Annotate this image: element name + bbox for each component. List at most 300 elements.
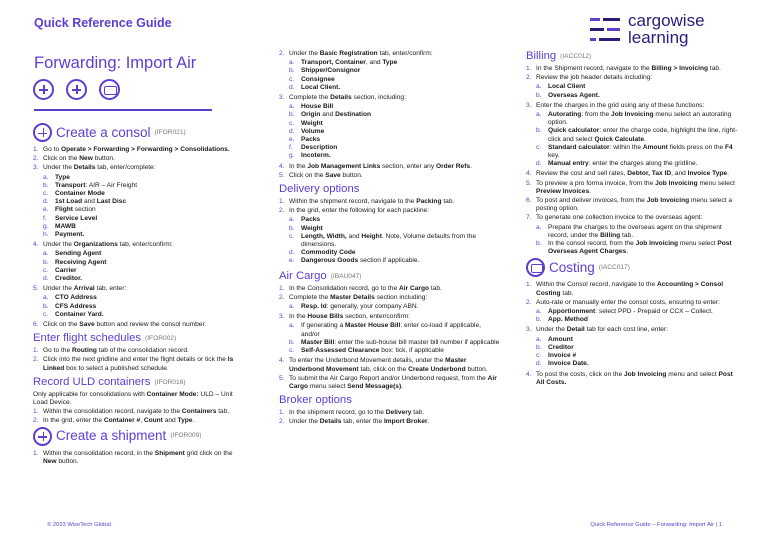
text-run: ,: [140, 417, 144, 425]
sub-text: [548, 92, 738, 100]
sub-item: [289, 144, 501, 152]
sub-letter: a.: [536, 308, 542, 316]
sub-text: [548, 83, 738, 91]
text-run: menu select an autorating option.: [548, 111, 732, 127]
sub-item: [289, 303, 501, 311]
sub-list: [536, 308, 738, 324]
text-run: Complete the: [289, 293, 331, 301]
sub-letter: d.: [289, 249, 295, 257]
step-text: [43, 164, 247, 240]
sub-letter: d.: [289, 83, 295, 91]
text-run: section: [72, 206, 96, 214]
cash-register-icon: [526, 258, 545, 277]
step-text: [43, 408, 247, 416]
text-run: .: [644, 135, 646, 143]
sub-item: [536, 352, 738, 360]
sub-letter: b.: [289, 111, 295, 119]
text-run: Local Client.: [301, 83, 341, 91]
step-item: [526, 281, 738, 297]
sub-item: [43, 294, 247, 302]
step-text: [289, 50, 501, 93]
steps-list: [279, 198, 501, 267]
sub-letter: b.: [536, 127, 542, 135]
section-create-consol: [33, 123, 247, 329]
text-run: F4: [725, 143, 733, 151]
text-run: Packing: [416, 198, 442, 206]
sub-item: [536, 336, 738, 344]
sub-letter: c.: [536, 352, 542, 360]
sub-text: [55, 303, 247, 311]
step-text: [43, 417, 247, 425]
sub-text: [301, 59, 501, 67]
step-text: [289, 294, 501, 312]
text-run: Go to the: [43, 347, 72, 355]
sub-letter: c.: [43, 190, 49, 198]
text-run: To post and deliver invoices, from the: [536, 197, 647, 205]
section-title: Costing: [549, 259, 595, 275]
guide-label: Quick Reference Guide: [34, 16, 172, 30]
sub-item: [536, 144, 738, 160]
sub-letter: g.: [43, 222, 49, 230]
sub-letter: a.: [536, 83, 542, 91]
add-circle-icon: [33, 123, 52, 142]
sub-text: [548, 316, 738, 324]
text-run: MAWB: [55, 222, 76, 230]
section-code: (IBAU047): [330, 272, 362, 280]
add-circle-icon: [66, 79, 87, 100]
section-title: Delivery options: [279, 183, 360, 196]
sub-letter: d.: [43, 198, 49, 206]
step-item: [33, 408, 247, 416]
title-divider: [34, 109, 212, 111]
text-run: Volume: [301, 127, 325, 135]
text-run: House Bills: [307, 313, 344, 321]
text-run: Is Linked: [43, 356, 234, 372]
text-run: Import Broker: [383, 418, 428, 426]
sub-text: [548, 360, 738, 368]
step-number: 4.: [526, 370, 532, 378]
text-run: Transport, Container: [301, 59, 366, 67]
text-run: Container #: [103, 417, 141, 425]
section-air-cargo: [279, 270, 501, 391]
sub-letter: b.: [43, 258, 49, 266]
text-run: 1st Load: [55, 198, 83, 206]
text-run: Creditor: [548, 343, 574, 351]
sub-item: [289, 59, 501, 67]
sub-text: [301, 111, 501, 119]
text-run: tab, enter/confirm:: [117, 241, 173, 249]
step-item: [33, 347, 247, 355]
text-run: section, enter/confirm:: [343, 313, 410, 321]
sub-list: [536, 224, 738, 257]
sub-item: [43, 174, 247, 182]
step-text: [289, 163, 501, 171]
step-text: [289, 198, 501, 206]
text-run: New: [43, 457, 57, 465]
text-run: To enter the Underbond Movement details, under the: [289, 357, 446, 365]
text-run: Click on the: [43, 155, 80, 163]
step-text: [43, 146, 247, 154]
text-run: and: [346, 232, 362, 240]
sub-text: [301, 136, 501, 144]
sub-letter: h.: [43, 231, 49, 239]
text-run: Organizations: [73, 241, 118, 249]
text-run: tab.: [620, 231, 634, 239]
step-number: 2.: [33, 356, 39, 364]
sub-item: [43, 267, 247, 275]
sub-text: [55, 174, 247, 182]
step-item: [279, 285, 501, 293]
sub-list: [289, 322, 501, 355]
text-run: section if applicable.: [358, 257, 420, 265]
text-run: Review the job header details including:: [536, 74, 653, 82]
sub-letter: b.: [536, 316, 542, 324]
sub-letter: c.: [536, 143, 542, 151]
step-item: [33, 417, 247, 425]
sub-item: [536, 92, 738, 100]
text-run: Go to: [43, 146, 61, 153]
step-item: [526, 197, 738, 213]
step-number: 1.: [279, 409, 285, 417]
text-run: Under the: [289, 50, 320, 57]
steps-list: [526, 281, 738, 386]
sub-letter: a.: [536, 223, 542, 231]
text-run: Billing: [600, 231, 621, 239]
text-run: Order Refs: [435, 162, 471, 170]
sub-letter: f.: [289, 144, 293, 152]
sub-item: [536, 308, 738, 316]
steps-list: [526, 65, 738, 257]
sub-text: [548, 127, 738, 143]
sub-text: [55, 275, 247, 283]
sub-letter: a.: [43, 173, 49, 181]
sub-item: [289, 257, 501, 265]
sub-list: [536, 83, 738, 99]
title-icon-row: [33, 79, 120, 101]
section-title: Record ULD containers: [33, 375, 151, 388]
step-item: [279, 50, 501, 93]
step-number: 1.: [33, 347, 39, 355]
text-run: button.: [92, 155, 115, 163]
sub-letter: c.: [43, 266, 49, 274]
text-run: Routing: [71, 347, 97, 355]
text-run: Weight: [301, 119, 323, 127]
text-run: Post All Costs.: [536, 370, 733, 386]
text-run: Weight: [301, 224, 323, 232]
text-run: In the: [289, 162, 308, 170]
text-run: key.: [548, 152, 560, 160]
sub-text: [548, 224, 738, 240]
sub-list: [43, 250, 247, 283]
step-text: [536, 326, 738, 369]
sub-text: [55, 190, 247, 198]
sub-item: [289, 111, 501, 119]
text-run: Type: [177, 417, 193, 425]
text-run: Local Client: [548, 83, 586, 91]
cargowise-learning-logo: [588, 12, 738, 52]
text-run: tab, click on the: [358, 365, 409, 373]
sub-letter: a.: [289, 59, 295, 67]
sub-letter: d.: [536, 160, 542, 168]
text-run: CTO Address: [55, 294, 97, 302]
text-run: Details: [330, 94, 352, 102]
sub-item: [289, 84, 501, 92]
section-billing: [526, 50, 738, 257]
steps-list: [279, 285, 501, 391]
text-run: In the consol record, from the: [548, 240, 636, 248]
text-run: tab.: [429, 284, 442, 292]
sub-list: [289, 303, 501, 311]
section-title: Air Cargo: [279, 269, 327, 282]
step-item: [33, 321, 247, 329]
sub-letter: a.: [289, 103, 295, 111]
step-text: [536, 214, 738, 257]
text-run: Apportionment: [548, 308, 596, 316]
step-item: [279, 409, 501, 417]
sub-text: [301, 322, 501, 338]
section-code: (IFOR002): [145, 335, 177, 343]
text-run: Autorating: [548, 111, 582, 119]
sub-text: [301, 144, 501, 152]
sub-item: [289, 216, 501, 224]
step-number: 6.: [33, 321, 39, 329]
step-text: [43, 155, 247, 163]
text-run: : enter co-load if applicable, and/or: [301, 322, 481, 338]
step-item: [33, 241, 247, 284]
text-run: In the: [289, 313, 308, 321]
text-run: Receiving Agent: [55, 258, 107, 266]
step-number: 5.: [279, 171, 285, 179]
sub-text: [301, 249, 501, 257]
step-item: [279, 313, 501, 356]
text-run: Last Disc: [96, 198, 127, 206]
text-run: : enter the charge code, highlight the line, right-click and select: [548, 127, 738, 143]
text-run: Shipment: [154, 449, 185, 457]
sub-text: [55, 223, 247, 231]
text-run: button.: [465, 365, 488, 373]
steps-list: [279, 409, 501, 426]
section-title: Create a shipment: [56, 428, 167, 444]
section-title: Create a consol: [56, 124, 151, 140]
sub-item: [536, 111, 738, 127]
text-run: Detail: [566, 326, 585, 334]
text-run: Shipper/Consignor: [301, 67, 361, 75]
sub-letter: b.: [536, 343, 542, 351]
step-number: 2.: [33, 417, 39, 425]
text-run: : AIR – Air Freight: [85, 181, 138, 189]
text-run: , and: [671, 170, 688, 178]
text-run: tab.: [411, 409, 425, 417]
logo-mark-icon: [588, 14, 622, 48]
section-create-shipment: [33, 427, 247, 466]
sub-item: [289, 322, 501, 338]
text-run: Quick calculator: [548, 127, 600, 135]
step-number: 1.: [279, 198, 285, 206]
text-run: Delivery: [385, 409, 412, 417]
step-number: 4.: [33, 241, 39, 249]
section-delivery-options: [279, 183, 501, 267]
sub-item: [289, 233, 501, 249]
text-run: Type: [382, 59, 398, 67]
text-run: . Note, Volume defaults from the dimensions.: [301, 232, 477, 249]
sub-text: [55, 311, 247, 319]
sub-letter: a.: [43, 250, 49, 258]
text-run: button and review the consol number.: [94, 321, 207, 329]
text-run: Flight: [55, 206, 73, 214]
text-run: Review the cost and sell rates,: [536, 170, 628, 178]
sub-item: [289, 103, 501, 111]
text-run: Auto-rate or manually enter the consol costs, ensuring to enter:: [536, 298, 720, 306]
sub-letter: a.: [43, 294, 49, 302]
step-number: 1.: [279, 284, 285, 292]
text-run: Standard calculator: [548, 143, 610, 151]
sub-list: [43, 174, 247, 240]
steps-list: [33, 408, 247, 425]
text-run: Container Mode: [55, 190, 105, 198]
text-run: fields press on the: [667, 143, 726, 151]
text-run: Create Underbond: [408, 365, 466, 373]
sub-letter: c.: [289, 119, 295, 127]
text-run: Transport: [55, 181, 86, 189]
text-run: Self-Assessed Clearance: [301, 347, 380, 355]
step-number: 3.: [33, 164, 39, 172]
sub-item: [43, 223, 247, 231]
text-run: Creditor.: [55, 275, 83, 283]
text-run: In the shipment record, go to the: [289, 409, 386, 417]
text-run: Operate > Forwarding > Forwarding > Consolidations.: [60, 146, 230, 153]
step-number: 2.: [33, 155, 39, 163]
text-run: section, including:: [351, 94, 406, 102]
text-run: and: [82, 198, 97, 206]
text-run: Preview Invoices: [536, 187, 590, 195]
sub-letter: d.: [43, 275, 49, 283]
step-number: 5.: [33, 285, 39, 293]
text-run: box to select a published schedule.: [64, 364, 169, 372]
text-run: Click into the next gridline and enter the flight details or tick the: [43, 356, 228, 364]
sub-text: [55, 182, 247, 190]
step-number: 1.: [526, 65, 532, 72]
step-text: [289, 409, 501, 417]
text-run: , and: [365, 59, 383, 67]
step-item: [33, 155, 247, 163]
step-item: [279, 357, 501, 373]
sub-item: [289, 67, 501, 75]
text-run: Dangerous Goods: [301, 257, 359, 265]
step-text: [43, 450, 247, 466]
sub-list: [289, 59, 501, 92]
sub-item: [289, 225, 501, 233]
steps-list-continued: [279, 50, 501, 180]
step-text: [289, 172, 501, 180]
text-run: Job Invoicing: [611, 111, 654, 119]
step-number: 2.: [526, 298, 532, 306]
step-text: [536, 371, 738, 387]
step-item: [526, 214, 738, 257]
step-item: [279, 172, 501, 180]
step-number: 1.: [33, 449, 39, 457]
text-run: Post Overseas Agent Charges: [548, 240, 732, 256]
step-number: 2.: [279, 50, 285, 57]
step-text: [43, 285, 247, 320]
text-run: Job Invoicing: [655, 179, 698, 187]
section-broker-options: [279, 394, 501, 426]
sub-text: [301, 84, 501, 92]
text-run: .: [727, 170, 729, 178]
section-code: (IACC017): [598, 263, 630, 271]
sub-text: [301, 303, 501, 311]
text-run: Amount: [548, 335, 573, 343]
sub-text: [301, 257, 501, 265]
text-run: Destination: [335, 111, 371, 119]
sub-letter: a.: [289, 216, 295, 224]
text-run: tab.: [560, 289, 574, 297]
text-run: : from the: [581, 111, 612, 119]
step-number: 3.: [279, 94, 285, 102]
text-run: Air Cargo: [289, 374, 497, 390]
text-run: and: [320, 111, 336, 119]
sub-letter: b.: [536, 91, 542, 99]
sub-letter: b.: [43, 302, 49, 310]
sub-text: [548, 336, 738, 344]
text-run: Carrier: [55, 266, 77, 274]
section-code: (IFOR021): [154, 128, 186, 136]
step-text: [43, 321, 247, 329]
text-run: Job Invoicing: [635, 240, 679, 248]
text-run: section including:: [374, 293, 428, 301]
step-number: 1.: [526, 281, 532, 289]
step-number: 4.: [279, 162, 285, 170]
sub-letter: d.: [289, 127, 295, 135]
sub-letter: c.: [289, 75, 295, 83]
step-number: 5.: [526, 179, 532, 187]
step-number: 3.: [526, 326, 532, 334]
text-run: box: tick, if applicable: [379, 347, 444, 355]
step-item: [526, 170, 738, 178]
text-run: In the grid, enter the: [43, 417, 104, 425]
sub-text: [301, 233, 501, 249]
sub-text: [301, 120, 501, 128]
sub-letter: d.: [536, 360, 542, 368]
text-run: .: [626, 248, 629, 256]
text-run: Description: [301, 144, 338, 152]
sub-text: [548, 308, 738, 316]
sub-item: [536, 127, 738, 143]
step-item: [33, 450, 247, 466]
text-run: tab, enter/complete:: [95, 164, 156, 172]
sub-item: [43, 206, 247, 214]
sub-item: [43, 303, 247, 311]
sub-text: [55, 259, 247, 267]
text-run: Only applicable for consolidations with: [33, 390, 147, 398]
step-number: 7.: [526, 214, 532, 222]
text-run: Enter the charges in the grid using any of these functions:: [536, 101, 705, 109]
step-number: 2.: [526, 74, 532, 82]
sub-letter: a.: [289, 322, 295, 330]
section-title: Enter flight schedules: [33, 332, 142, 345]
text-run: Commodity Code: [301, 249, 356, 257]
text-run: Height: [361, 232, 382, 240]
sub-text: [301, 339, 501, 347]
sub-text: [548, 144, 738, 160]
step-item: [526, 299, 738, 326]
text-run: Master Details: [330, 293, 375, 301]
text-run: menu select: [697, 179, 735, 187]
sub-letter: f.: [43, 214, 47, 222]
logo-line-1: cargowise: [628, 11, 705, 30]
sub-letter: e.: [289, 136, 295, 144]
text-run: Packs: [301, 136, 321, 144]
text-run: Within the shipment record, navigate to the: [289, 198, 417, 206]
